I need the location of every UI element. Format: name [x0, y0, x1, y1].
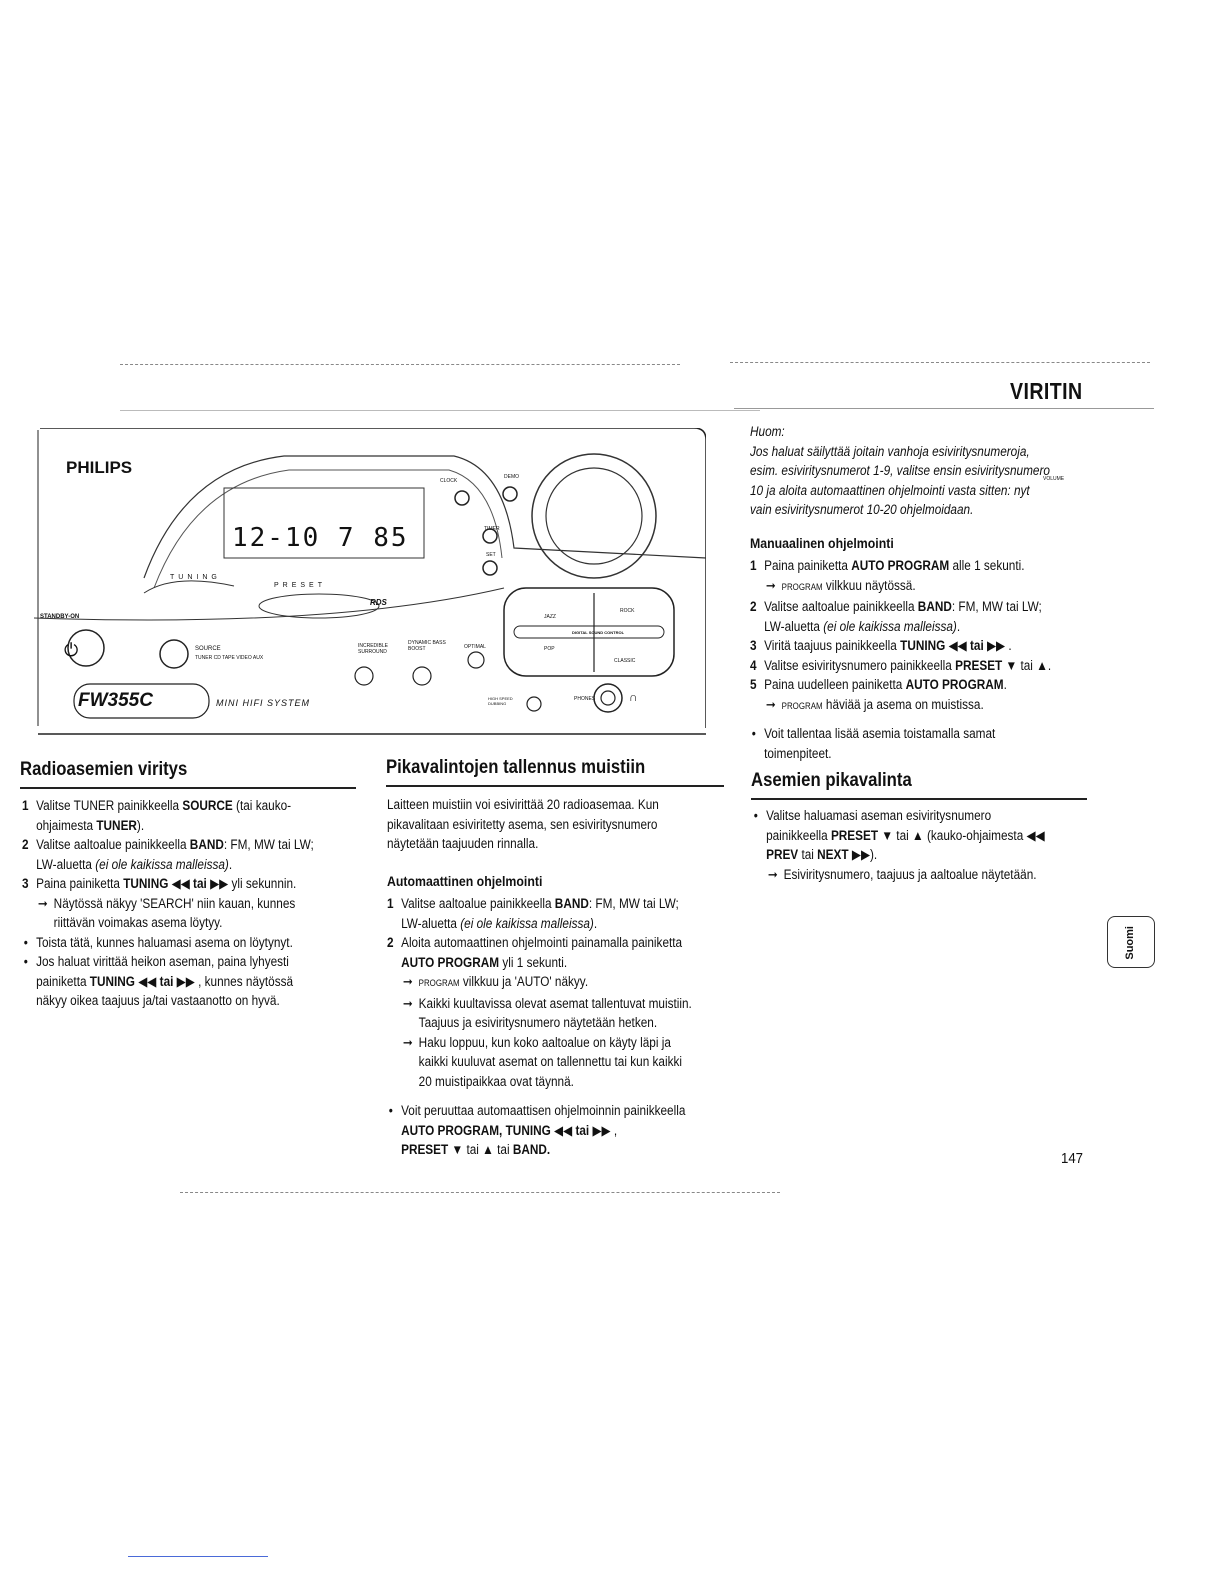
device-label-dbb: DYNAMIC BASS BOOST: [408, 640, 446, 652]
device-label-phones: PHONES: [574, 696, 596, 702]
device-label-demo: DEMO: [504, 474, 519, 480]
device-label-pop: POP: [544, 646, 555, 652]
device-label-incredible-surround: INCREDIBLE SURROUND: [358, 643, 389, 655]
col2-auto-title: Automaattinen ohjelmointi: [387, 872, 543, 889]
device-label-dsc: DIGITAL SOUND CONTROL: [572, 630, 625, 635]
col1-step3-result: ➞ Näytössä näkyy 'SEARCH' niin kauan, kunnes riittävän voimakas asema löytyy.: [37, 895, 296, 930]
scan-line-top-left: [120, 364, 680, 365]
device-display-readout: 12-10 7 85: [232, 523, 409, 553]
device-label-tuning: TUNING: [170, 574, 221, 581]
blue-line: [128, 1556, 268, 1557]
page-number: 147: [1061, 1150, 1084, 1167]
col2-arrows: [387, 972, 727, 1091]
step-item: 2 Valitse aaltoalue painikkeella BAND: FM, MW tai LW; LW-aluetta (ei ole kaikissa malleissa).: [750, 599, 1042, 634]
col2-bullet: • Voit peruuttaa automaattisen ohjelmoinnin painikkeella AUTO PROGRAM, TUNING ◀◀ tai ▶▶ , PRESET ▼ tai ▲ tai BAND.: [388, 1103, 686, 1157]
note-text: Jos haluat säilyttää joitain vanhoja esiviritysnumeroja, esim. esiviritysnumerot 1-9, valitse ensin esiviritysnumero 10 ja aloita automaattinen ohjelmointi vasta sitten: nyt vain esiviritysnumerot 10-20 ohjelmoidaan.: [750, 443, 1050, 517]
section-header: VIRITIN: [1010, 378, 1083, 404]
device-label-rds: RDS: [370, 598, 387, 607]
arrow-icon: ➞: [402, 1034, 413, 1050]
result-line: ➞ Kaikki kuultavissa olevat asemat tallentuvat muistiin. Taajuus ja esiviritysnumero näytetään hetken.: [402, 995, 692, 1030]
step-number: 1: [387, 896, 394, 911]
device-label-jazz: JAZZ: [544, 614, 556, 620]
step-item: 2 Valitse aaltoalue painikkeella BAND: FM, MW tai LW; LW-aluetta (ei ole kaikissa malleissa).: [22, 837, 314, 872]
device-label-source: SOURCE: [195, 646, 221, 652]
device-system-name: MINI HIFI SYSTEM: [216, 698, 311, 708]
arrow-icon: ➞: [402, 974, 413, 989]
device-label-source-sub: TUNER CD TAPE VIDEO AUX: [195, 655, 264, 661]
step-item: 1 Valitse TUNER painikkeella SOURCE (tai kauko- ohjaimesta TUNER).: [22, 798, 292, 833]
step-item: 3 Paina painiketta TUNING ◀◀ tai ▶▶ yli sekunnin.: [22, 874, 356, 894]
step-number: 3: [22, 876, 29, 891]
step-number: 2: [750, 599, 757, 614]
step-number: 4: [750, 657, 757, 673]
note-title: Huom:: [750, 424, 785, 439]
step-item: 5 Paina uudelleen painiketta AUTO PROGRAM.: [750, 675, 1102, 695]
preset-body: [752, 806, 1104, 884]
device-label-set: SET: [486, 552, 496, 558]
step-item: 4 Valitse esiviritysnumero painikkeella PRESET ▼ tai ▲.: [750, 656, 1102, 676]
step-item: 1 Valitse aaltoalue painikkeella BAND: FM, MW tai LW; LW-aluetta (ei ole kaikissa malleissa).: [387, 896, 679, 931]
scan-line-top-right: [730, 362, 1150, 363]
header-rule: [734, 408, 1154, 409]
result-line: ➞ PROGRAM vilkkuu ja 'AUTO' näkyy.: [387, 972, 727, 994]
device-label-classic: CLASSIC: [614, 658, 636, 664]
result-line: ➞ Haku loppuu, kun koko aaltoalue on käyty läpi ja kaikki kuuluvat asemat on tallennettu tai kun kaikki 20 muistipaikkaa ovat täynnä.: [402, 1034, 682, 1089]
col1-bullets: [22, 933, 356, 1011]
device-label-standby: STANDBY-ON: [40, 614, 80, 620]
step-number: 5: [750, 677, 757, 692]
device-brand: PHILIPS: [66, 458, 133, 477]
step-item: 3 Viritä taajuus painikkeella TUNING ◀◀ tai ▶▶ .: [750, 636, 1102, 656]
device-label-optimal: OPTIMAL: [464, 644, 486, 650]
headphones-icon: ∩: [629, 690, 638, 704]
step-number: 2: [387, 935, 394, 950]
scan-line-mid: [120, 410, 760, 411]
arrow-icon: ➞: [765, 696, 776, 712]
device-label-rock: ROCK: [620, 608, 635, 614]
step-item: 2 Aloita automaattinen ohjelmointi painamalla painiketta AUTO PROGRAM yli 1 sekunti.: [387, 935, 683, 970]
device-label-volume: VOLUME: [1043, 476, 1065, 482]
scan-line-bottom: [180, 1192, 780, 1193]
manual-steps: [750, 556, 1102, 716]
col1-steps: [22, 796, 356, 894]
manual-bullet: • Voit tallentaa lisää asemia toistamalla samat toimenpiteet.: [751, 726, 996, 761]
col2-title: Pikavalintojen tallennus muistiin: [386, 757, 646, 778]
device-label-timer: TIMER: [484, 526, 500, 532]
col2-steps: [387, 894, 727, 972]
device-model: FW355C: [78, 690, 153, 711]
col2-rule: [386, 785, 724, 787]
device-label-dubbing: HIGH SPEED DUBBING: [488, 696, 513, 706]
step-item: 1 Paina painiketta AUTO PROGRAM alle 1 sekunti.: [750, 556, 1102, 576]
preset-rule: [751, 798, 1087, 800]
col3-body: [750, 422, 1102, 763]
col2-body: [387, 795, 727, 1160]
arrow-icon: ➞: [767, 866, 778, 882]
result-line: ➞ PROGRAM vilkkuu näytössä.: [750, 576, 1102, 598]
col1-body: [22, 796, 356, 1011]
device-label-preset: PRESET: [274, 582, 327, 589]
device-label-clock: CLOCK: [440, 478, 458, 484]
col1-rule: [20, 787, 356, 789]
step-number: 1: [750, 558, 757, 573]
result-line: ➞ PROGRAM häviää ja asema on muistissa.: [750, 695, 1102, 717]
step-number: 3: [750, 638, 757, 653]
col2-intro: Laitteen muistiin voi esivirittää 20 radioasemaa. Kun pikavalitaan esiviritetty asema, sen esiviritysnumero näytetään taajuuden rinnalla.: [387, 797, 659, 851]
step-number: 1: [22, 798, 29, 813]
preset-bullet: • Valitse haluamasi aseman esiviritysnumero painikkeella PRESET ▼ tai ▲ (kauko-ohjaimesta ◀◀ PREV tai NEXT ▶▶).: [753, 808, 1045, 862]
language-tab-label: Suomi: [1124, 926, 1136, 960]
bullet-item: • Jos haluat virittää heikon aseman, paina lyhyesti painiketta TUNING ◀◀ tai ▶▶ , kunnes näytössä näkyy oikea taajuus ja/tai vastaanotto on hyvä.: [23, 954, 294, 1008]
power-icon: ⏻: [64, 640, 79, 660]
manual-title: Manuaalinen ohjelmointi: [750, 534, 894, 551]
bullet-item: • Toista tätä, kunnes haluamasi asema on löytynyt.: [23, 934, 293, 950]
preset-title: Asemien pikavalinta: [751, 770, 912, 791]
step-number: 2: [22, 837, 29, 852]
col1-title: Radioasemien viritys: [20, 759, 188, 780]
preset-result: ➞ Esiviritysnumero, taajuus ja aaltoalue näytetään.: [752, 865, 1104, 885]
arrow-icon: ➞: [37, 895, 48, 911]
arrow-icon: ➞: [765, 577, 776, 593]
arrow-icon: ➞: [402, 995, 413, 1011]
